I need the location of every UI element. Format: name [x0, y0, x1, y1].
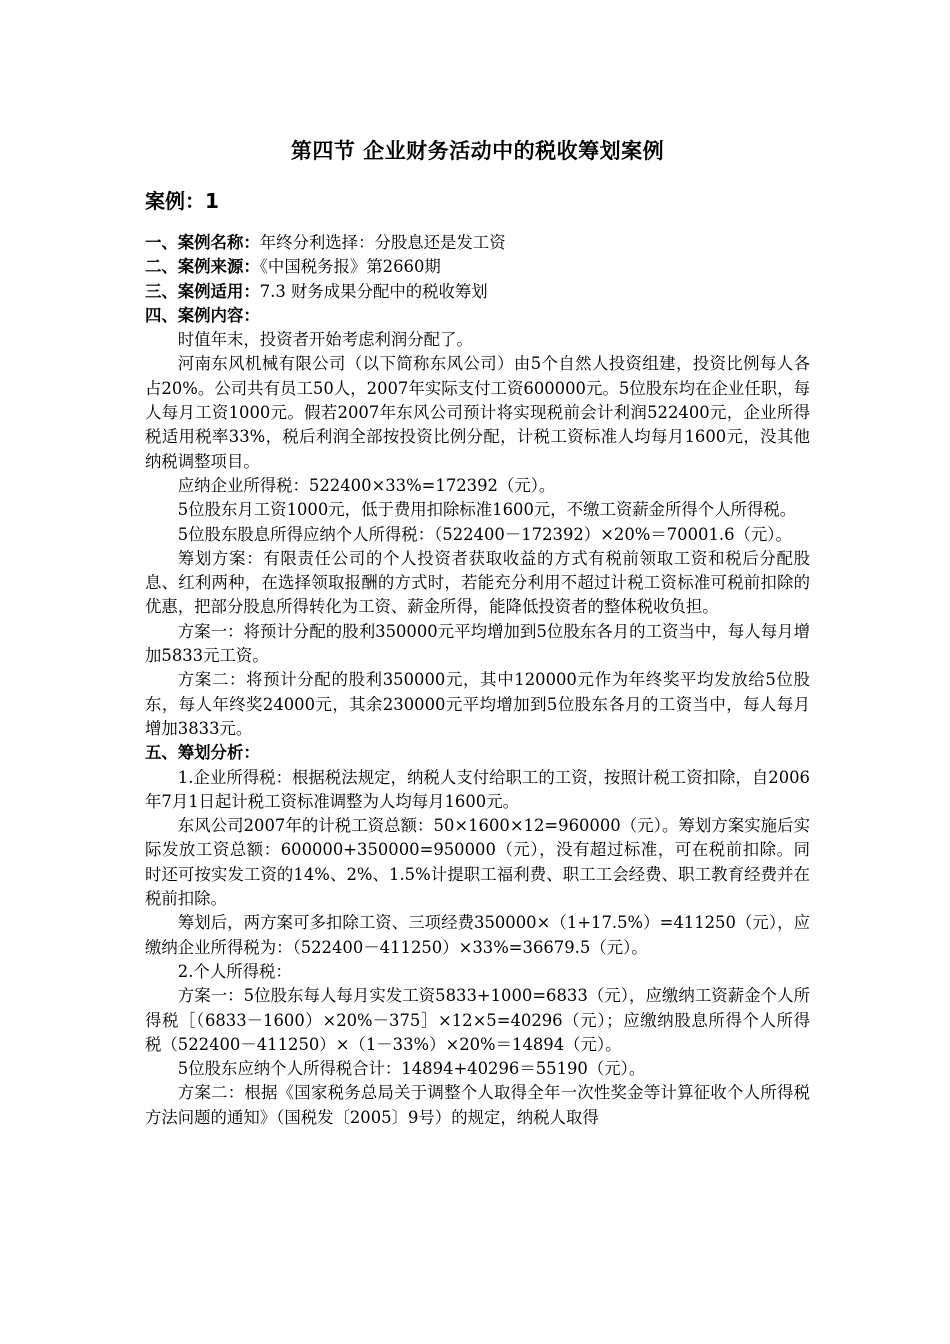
case-name-label: 一、案例名称： [145, 233, 260, 252]
paragraph: 方案一：将预计分配的股利350000元平均增加到5位股东各月的工资当中，每人每月增加5833元工资。 [145, 621, 810, 666]
paragraph: 方案一：5位股东每人每月实发工资5833+1000=6833（元），应缴纳工资薪金个人所得税［（6833－1600）×20%－375］×12×5=40296（元）；应缴纳股息所得个人所得税（522400－411250）×（1－33%）×20%＝14894（元）。 [145, 986, 810, 1054]
paragraph: 河南东风机械有限公司（以下简称东风公司）由5个自然人投资组建，投资比例每人各占20%。公司共有员工50人，2007年实际支付工资600000元。5位股东均在企业任职，每人每月工资1000元。假若2007年东风公司预计将实现税前会计利润522400元，企业所得税适用税率33%，税后利润全部按投资比例分配，计税工资标准人均每月1600元，没其他纳税调整项目。 [145, 354, 810, 471]
paragraph: 1.企业所得税：根据税法规定，纳税人支付给职工的工资，按照计税工资扣除，自2006年7月1日起计税工资标准调整为人均每月1600元。 [145, 767, 810, 811]
paragraph: 方案二：根据《国家税务总局关于调整个人取得全年一次性奖金等计算征收个人所得税方法问题的通知》（国税发〔2005〕9号）的规定，纳税人取得 [145, 1083, 810, 1127]
paragraph: 5位股东股息所得应纳个人所得税：（522400－172392）×20%＝70001.6（元）。 [177, 524, 792, 544]
case-name-value: 年终分利选择：分股息还是发工资 [259, 233, 506, 252]
document-title: 第四节 企业财务活动中的税收筹划案例 [290, 139, 665, 163]
case-applicability-label: 三、案例适用： [145, 281, 260, 301]
case-applicability-line [145, 280, 810, 304]
paragraph: 2.个人所得税： [177, 961, 292, 981]
paragraph: 时值年末，投资者开始考虑利润分配了。 [177, 330, 473, 350]
case-source-line [145, 255, 810, 279]
paragraph: 方案二：将预计分配的股利350000元，其中120000元作为年终奖平均发放给5位股东，每人年终奖24000元，其余230000元平均增加到5位股东各月的工资当中，每人每月增加3833元。 [145, 670, 810, 738]
paragraph: 东风公司2007年的计税工资总额：50×1600×12=960000（元）。筹划方案实施后实际发放工资总额：600000+350000=950000（元），没有超过标准，可在税前扣除。同时还可按实发工资的14%、2%、1.5%计提职工福利费、职工工会经费、职工教育经费并在税前扣除。 [145, 816, 810, 909]
document-page [145, 135, 810, 1130]
paragraph: 5位股东月工资1000元，低于费用扣除标准1600元，不缴工资薪金所得个人所得税。 [177, 500, 797, 520]
paragraph: 筹划方案：有限责任公司的个人投资者获取收益的方式有税前领取工资和税后分配股息、红利两种，在选择领取报酬的方式时，若能充分利用不超过计税工资标准可税前扣除的优惠，把部分股息所得转化为工资、薪金所得，能降低投资者的整体税收负担。 [145, 548, 810, 617]
document-body [145, 231, 810, 1130]
case-heading: 案例：1 [145, 189, 219, 213]
paragraph: 应纳企业所得税：522400×33%=172392（元）。 [177, 475, 556, 495]
case-source-label: 二、案例来源： [145, 257, 260, 277]
case-source-value: 《中国税务报》第2660期 [259, 257, 441, 277]
case-applicability-value: 7.3 财务成果分配中的税收筹划 [259, 281, 488, 301]
case-content-heading: 四、案例内容： [145, 305, 260, 325]
paragraph: 筹划后，两方案可多扣除工资、三项经费350000×（1+17.5%）=411250（元），应缴纳企业所得税为：（522400－411250）×33%=36679.5（元）。 [145, 913, 810, 957]
case-name-line [145, 231, 810, 255]
paragraph: 5位股东应纳个人所得税合计：14894+40296＝55190（元）。 [177, 1059, 646, 1079]
analysis-heading: 五、筹划分析： [145, 743, 260, 763]
